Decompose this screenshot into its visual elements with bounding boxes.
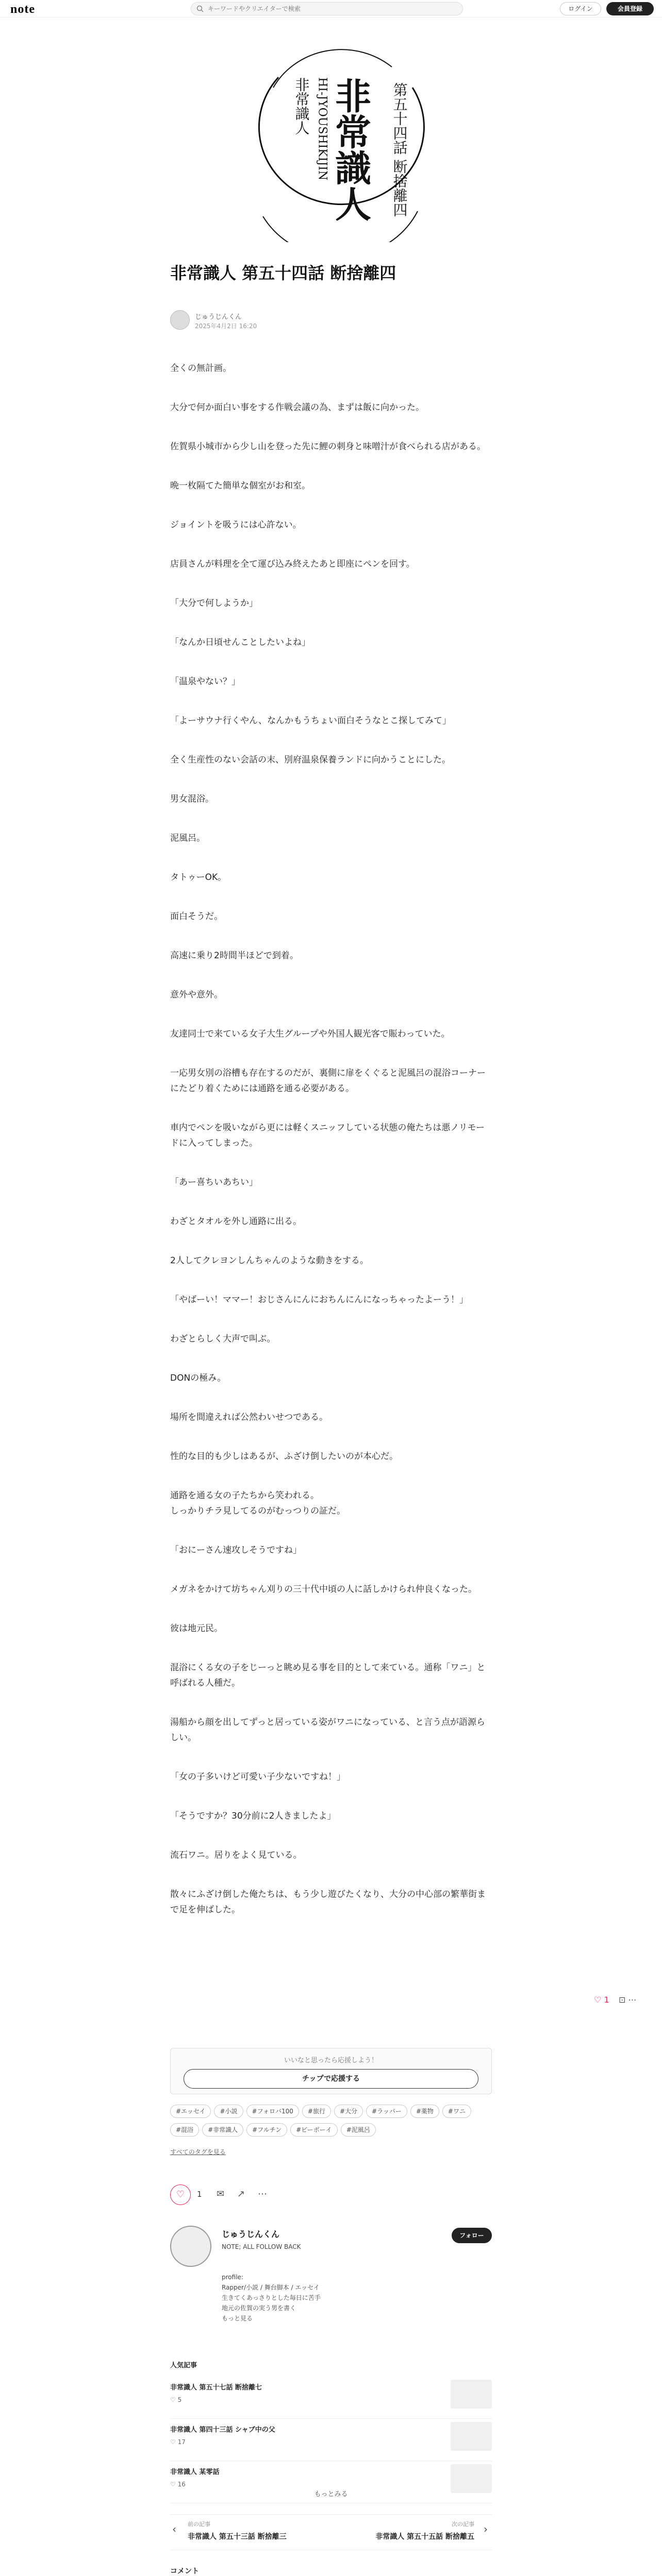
hashtag-chip[interactable]: #大分 xyxy=(334,2105,363,2118)
search-input[interactable] xyxy=(208,4,450,13)
article-paragraph: 「女の子多いけど可愛い子少ないですね！」 xyxy=(170,1772,345,1782)
article-paragraph: 全く生産性のない会話の末、別府温泉保養ランドに向かうことにした。 xyxy=(170,755,451,765)
chevron-right-icon[interactable]: › xyxy=(484,2523,488,2535)
creator-bio: profile: Rapper/小説 / 舞台脚本 / エッセイ 生きてくあっさりとした毎日に苦手 地元の佐賀の実う男を書く もっと見る xyxy=(222,2274,321,2322)
article-paragraph: ジョイントを吸うには心許ない。 xyxy=(170,520,302,530)
article-paragraph: 散々にふざけ倒した俺たちは、もう少し遊びたくなり、大分の中心部の繁華街まで足を伸ばした。 xyxy=(170,1889,486,1915)
tag-list xyxy=(170,2105,492,2142)
hero-image xyxy=(170,46,492,242)
hashtag-chip[interactable]: #ラッパー xyxy=(366,2105,407,2118)
article-paragraph: 男女混浴。 xyxy=(170,794,214,804)
creator-avatar[interactable] xyxy=(170,2226,211,2267)
hashtag-chip[interactable]: #旅行 xyxy=(302,2105,331,2118)
article-paragraph: 高速に乗り2時間半ほどで到着。 xyxy=(170,951,299,961)
article-paragraph: 友達同士で来ている女子大生グループや外国人観光客で賑わっていた。 xyxy=(170,1029,450,1039)
article-paragraph: 意外や意外。 xyxy=(170,990,223,1000)
article-paragraph: 面白そうだ。 xyxy=(170,911,223,922)
article-paragraph: 「おにーさん速攻しそうですね」 xyxy=(170,1545,302,1555)
article-paragraph: DONの極み。 xyxy=(170,1373,226,1383)
side-like-count: 1 xyxy=(604,1995,609,2005)
hashtag-chip[interactable]: #非常識人 xyxy=(202,2123,243,2137)
article-paragraph: 「温泉やない？」 xyxy=(170,676,240,687)
next-article-link[interactable] xyxy=(337,2520,492,2541)
top-header xyxy=(0,0,662,18)
popular-article-likes: ♡ 16 xyxy=(170,2481,186,2488)
article-paragraph: 一応男女別の浴槽も存在するのだが、裏側に扉をくぐると泥風呂の混浴コーナーにたどり着くためには通路を通る必要がある。 xyxy=(170,1068,486,1094)
next-title: 非常識人 第五十五話 断捨離五 xyxy=(375,2533,474,2541)
popular-article-item[interactable] xyxy=(170,2419,492,2461)
article-paragraph: 混浴にくる女の子をじーっと眺め見る事を目的として来ている。通称「ワニ」と呼ばれる人種だ。 xyxy=(170,1663,486,1688)
side-like[interactable]: ♡ 1 xyxy=(594,1995,609,2005)
hero-vertical-left: 非常識人 xyxy=(293,77,310,135)
article-paragraph: タトゥーOK。 xyxy=(170,872,227,883)
article-paragraph: 車内でペンを吸いながら更には軽くスニッフしている状態の俺たちは悪ノリモードに入ってしまった。 xyxy=(170,1123,485,1148)
action-bar xyxy=(170,2184,492,2205)
hero-vertical-main: 非常識人 xyxy=(329,77,372,222)
hashtag-chip[interactable]: #小説 xyxy=(214,2105,243,2118)
article-paragraph: わざとタオルを外し通路に出る。 xyxy=(170,1216,302,1227)
bookmark-icon[interactable]: ⊡ xyxy=(619,1995,626,2005)
prev-article-link[interactable] xyxy=(170,2520,325,2541)
article-paragraph: 店員さんが料理を全て運び込み終えたあと即座にペンを回す。 xyxy=(170,559,415,569)
author-avatar[interactable] xyxy=(170,310,190,330)
article-paragraph: 「あー喜ちいあちい」 xyxy=(170,1177,258,1188)
hashtag-chip[interactable]: #薬物 xyxy=(410,2105,439,2118)
tip-button-label: チップで応援する xyxy=(302,2075,360,2083)
creator-card xyxy=(170,2226,492,2349)
article-paragraph: 流石ワニ。居りをよく見ている。 xyxy=(170,1850,302,1860)
popular-article-title: 非常識人 第五十七話 断捨離七 xyxy=(170,2384,262,2392)
search-icon xyxy=(196,5,204,12)
hero-roman: HI-JYOUSHIKIJIN xyxy=(316,77,329,181)
article-paragraph: 晩一枚隔てた簡単な個室がお和室。 xyxy=(170,481,310,491)
popular-article-likes: ♡ 5 xyxy=(170,2396,182,2403)
publish-date: 2025年4月2日 16:20 xyxy=(195,323,257,330)
see-more-link[interactable]: もっとみる xyxy=(314,2490,348,2498)
note-logo[interactable]: note xyxy=(10,3,35,16)
share-icon[interactable]: ↗ xyxy=(237,2189,245,2199)
hashtag-chip[interactable]: #フルチン xyxy=(246,2123,287,2137)
hashtag-chip[interactable]: #フォロバ100 xyxy=(246,2105,299,2118)
tip-button[interactable] xyxy=(184,2069,478,2089)
article-paragraph: 「よーサウナ行くやん、なんかもうちょい面白そうなとこ探してみて」 xyxy=(170,716,452,726)
popular-article-title: 非常識人 第四十三話 シャブ中の父 xyxy=(170,2426,275,2434)
article-paragraph: 「やばーい！ママー！おじさんにんにおちんにんになっちゃったよーう！」 xyxy=(170,1295,468,1305)
hashtag-chip[interactable]: #泥風呂 xyxy=(341,2123,376,2137)
creator-name[interactable]: じゅうじんくん xyxy=(222,2229,280,2239)
login-button[interactable]: ログイン xyxy=(560,2,601,15)
popular-article-title: 非常識人 某零話 xyxy=(170,2468,220,2476)
article-title: 非常識人 第五十四話 断捨離四 xyxy=(170,263,396,283)
popular-article-item[interactable] xyxy=(170,2377,492,2419)
hero-vertical-sub: 第五十四話 断捨離四 xyxy=(391,82,408,217)
prev-label: 前の記事 xyxy=(188,2521,210,2528)
side-actions xyxy=(619,1995,637,2005)
author-row xyxy=(170,309,492,332)
article-paragraph: 「大分で何しようか」 xyxy=(170,598,258,608)
article-paragraph: 2人してクレヨンしんちゃんのような動きをする。 xyxy=(170,1256,369,1266)
article-paragraph: 「そうですか？30分前に2人きましたよ」 xyxy=(170,1811,336,1821)
hashtag-chip[interactable]: #ワニ xyxy=(442,2105,471,2118)
article-paragraph: 彼は地元民。 xyxy=(170,1623,223,1634)
prev-next-nav xyxy=(170,2514,492,2550)
comments-section xyxy=(170,2566,492,2576)
article-paragraph: メガネをかけて坊ちゃん刈りの三十代中頃の人に話しかけられ仲良くなった。 xyxy=(170,1584,477,1595)
article-paragraph: 場所を間違えれば公然わいせつである。 xyxy=(170,1412,328,1422)
more-icon[interactable]: ⋯ xyxy=(628,1995,637,2005)
signup-button[interactable]: 会員登録 xyxy=(606,2,654,15)
hashtag-chip[interactable]: #エッセイ xyxy=(170,2105,211,2118)
follow-button[interactable]: フォロー xyxy=(452,2228,492,2243)
article-paragraph: 「なんか日頃せんことしたいよね」 xyxy=(170,637,310,648)
support-box xyxy=(170,2048,492,2094)
more-options-icon[interactable]: ⋯ xyxy=(258,2189,267,2199)
prev-title: 非常識人 第五十三話 断捨離三 xyxy=(188,2533,287,2541)
comments-heading: コメント xyxy=(170,2567,199,2575)
article-paragraph: 性的な目的も少しはあるが、ふざけ倒したいのが本心だ。 xyxy=(170,1451,398,1462)
popular-article-thumbnail xyxy=(451,2380,492,2409)
like-count: 1 xyxy=(197,2190,202,2199)
hashtag-chip[interactable]: #混浴 xyxy=(170,2123,199,2137)
popular-heading: 人気記事 xyxy=(170,2362,197,2369)
popular-articles xyxy=(170,2360,492,2503)
hashtag-chip[interactable]: #ビーポーイ xyxy=(290,2123,338,2137)
author-name[interactable]: じゅうじんくん xyxy=(195,313,242,321)
popular-article-thumbnail xyxy=(451,2422,492,2451)
support-message: いいなと思ったら応援しよう！ xyxy=(284,2057,378,2064)
chevron-left-icon[interactable]: ‹ xyxy=(172,2523,176,2535)
popular-article-likes: ♡ 17 xyxy=(170,2438,186,2446)
comment-icon[interactable]: ✉ xyxy=(217,2189,225,2199)
search-bar[interactable] xyxy=(191,2,463,15)
heart-icon: ♡ xyxy=(176,2189,185,2200)
article-paragraph: 大分で何か面白い事をする作戦会議の為、まずは飯に向かった。 xyxy=(170,402,424,413)
article-paragraph: 泥風呂。 xyxy=(170,833,205,843)
next-label: 次の記事 xyxy=(452,2521,474,2528)
like-button[interactable] xyxy=(170,2184,191,2205)
article-paragraph: わざとらしく大声で叫ぶ。 xyxy=(170,1334,276,1344)
article-body xyxy=(170,361,492,1941)
article-paragraph: 全くの無計画。 xyxy=(170,363,231,374)
article-paragraph: 佐賀県小城市から少し山を登った先に鯉の刺身と味噌汁が食べられる店がある。 xyxy=(170,442,486,452)
article-paragraph: 湯船から顔を出してずっと居っている姿がワニになっている、と言う点が語源らしい。 xyxy=(170,1717,485,1743)
article-paragraph: 通路を通る女の子たちから笑われる。 しっかりチラ見してるのがむっつりの証だ。 xyxy=(170,1490,345,1516)
creator-subtitle: NOTE; ALL FOLLOW BACK xyxy=(222,2243,301,2250)
see-all-tags-link[interactable]: すべてのタグを見る xyxy=(170,2148,226,2156)
